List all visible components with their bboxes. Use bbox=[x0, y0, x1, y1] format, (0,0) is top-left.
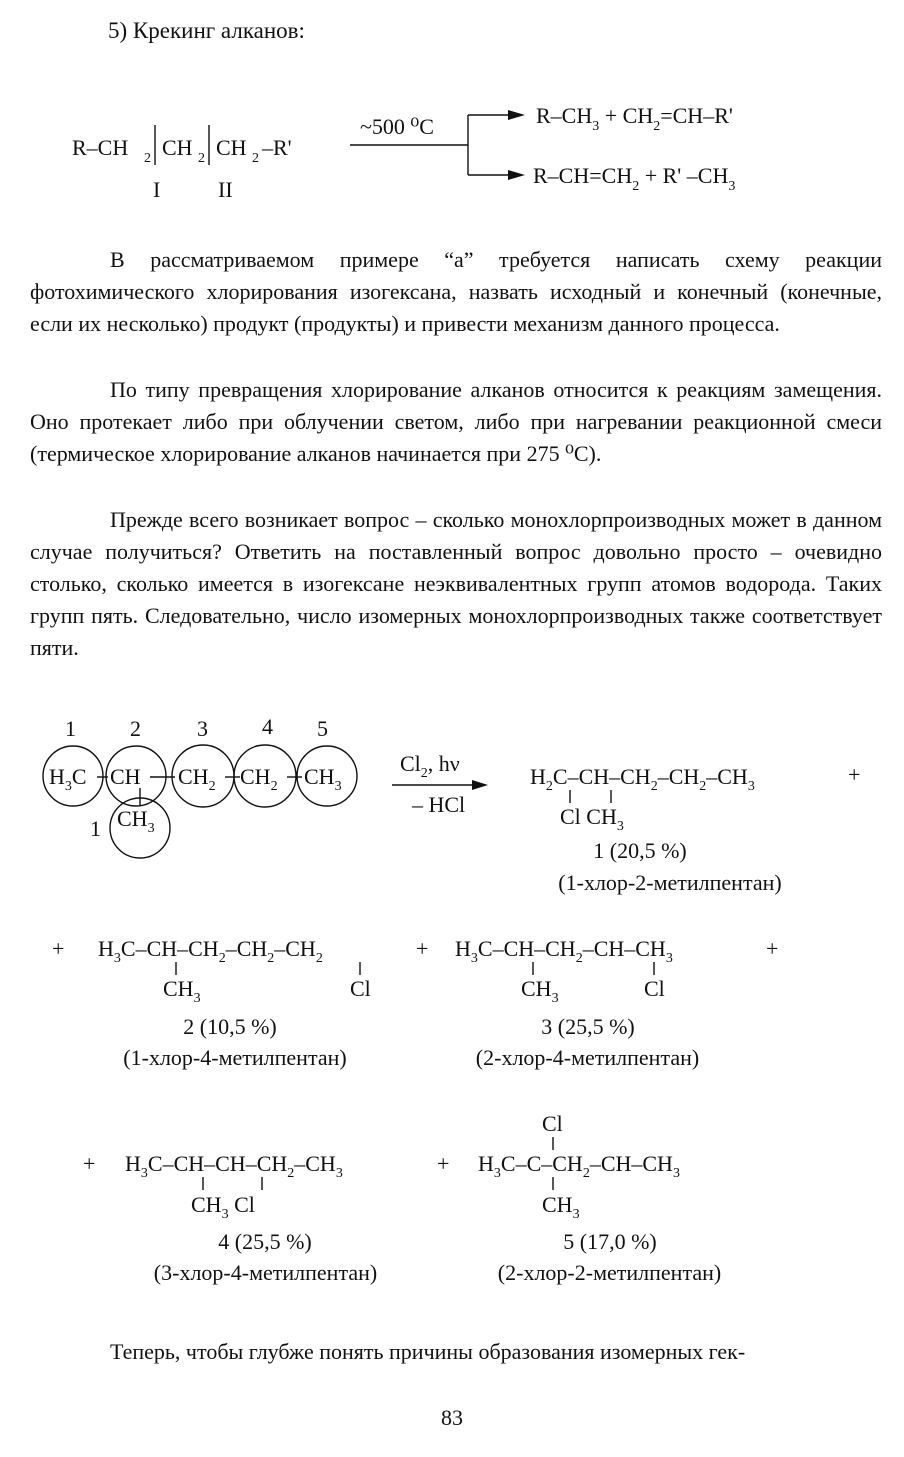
product-1-yield: 1 (20,5 %) bbox=[593, 838, 687, 863]
bond-label-II: II bbox=[218, 177, 233, 202]
svg-text:CH2: $CH_2$ bbox=[178, 764, 216, 794]
byproduct-label: – HCl bbox=[412, 792, 466, 817]
group-number-5: 5 bbox=[317, 716, 328, 741]
bond-label-I: I bbox=[153, 177, 161, 202]
plus-1: + bbox=[848, 762, 861, 787]
cracking-product-2: $R-CH=CH_2 + R'$ $-CH_3$ bbox=[533, 163, 736, 194]
cracking-condition: ~500 ⁰С bbox=[360, 114, 434, 139]
product-2-name: (1-хлор-4-метилпентан) bbox=[123, 1045, 347, 1070]
product-5-formula: $H_3C-C-CH_2-CH-CH_3$ bbox=[478, 1151, 680, 1181]
svg-text:CH3: $CH_3$ bbox=[542, 1192, 580, 1222]
svg-text:2: 2 bbox=[144, 151, 151, 166]
paragraph-2: По типу превращения хлорирование алканов относится к реакциям замещения. Оно протекает либо при облучении светом, либо при нагревании реакционной смеси (термическое хлорирование алканов начинается при 275 ⁰С). bbox=[30, 377, 882, 466]
plus-5: + bbox=[83, 1151, 96, 1176]
paragraph-1: В рассматриваемом примере “а” требуется написать схему реакции фотохимического хлорирования изогексана, назвать исходный и конечный (конечные, если их несколько) продукт (продукты) и привести механизм данного процесса. bbox=[30, 247, 882, 336]
svg-text:CH3: $CH_3$ bbox=[521, 976, 559, 1006]
product-1-formula: $H_2C-CH-CH_2-CH_2-CH_3$ bbox=[530, 764, 755, 794]
product-2-formula: $H_3C-CH-CH_2-CH_2-CH_2$ bbox=[98, 936, 323, 966]
product-3-name: (2-хлор-4-метилпентан) bbox=[475, 1045, 700, 1070]
svg-text:H3C: $H_3C$ bbox=[49, 764, 87, 794]
svg-text:2: 2 bbox=[252, 151, 259, 166]
plus-6: + bbox=[437, 1151, 450, 1176]
section-heading: 5) Крекинг алканов: bbox=[108, 18, 305, 43]
plus-3: + bbox=[416, 936, 429, 961]
product-4-yield: 4 (25,5 %) bbox=[218, 1229, 312, 1254]
cracking-reactant-part1: R–CH bbox=[72, 135, 129, 160]
product-3-yield: 3 (25,5 %) bbox=[541, 1014, 635, 1039]
svg-text:2: 2 bbox=[198, 151, 205, 166]
product-4-name: (3-хлор-4-метилпентан) bbox=[153, 1260, 378, 1285]
group-number-2: 2 bbox=[130, 716, 141, 741]
plus-4: + bbox=[766, 936, 779, 961]
group-number-1b: 1 bbox=[90, 816, 101, 841]
page-number: 83 bbox=[441, 1405, 463, 1430]
product-5-yield: 5 (17,0 %) bbox=[563, 1229, 657, 1254]
plus-2: + bbox=[52, 936, 65, 961]
svg-text:CH2: $CH_2$ bbox=[240, 764, 278, 794]
svg-text:Cl: Cl bbox=[542, 1111, 563, 1136]
svg-text:CH3 Cl: $CH_3$ Cl bbox=[191, 1192, 255, 1222]
svg-text:CH: CH bbox=[216, 135, 247, 160]
reagent-label: $Cl_2$, hν bbox=[400, 751, 460, 781]
product-2-yield: 2 (10,5 %) bbox=[183, 1014, 277, 1039]
svg-text:CH: CH bbox=[162, 135, 193, 160]
svg-text:CH: CH bbox=[110, 764, 141, 789]
product-4-formula: $H_3C-CH-CH-CH_2-CH_3$ bbox=[125, 1151, 343, 1181]
product-5-name: (2-хлор-2-метилпентан) bbox=[497, 1260, 722, 1285]
product-1-name: (1-хлор-2-метилпентан) bbox=[558, 870, 782, 895]
group-number-3: 3 bbox=[197, 716, 208, 741]
svg-text:CH3: $CH_3$ bbox=[304, 764, 342, 794]
svg-text:Cl CH3: Cl $CH_3$ bbox=[560, 804, 624, 834]
paragraph-4: Теперь, чтобы глубже понять причины образования изомерных гек- bbox=[110, 1339, 746, 1364]
product-3-formula: $H_3C-CH-CH_2-CH-CH_3$ bbox=[455, 936, 673, 966]
group-number-4: 4 bbox=[262, 714, 273, 739]
svg-text:Cl: Cl bbox=[644, 976, 665, 1001]
svg-text:–R': –R' bbox=[262, 135, 292, 160]
svg-text:CH3: $CH_3$ bbox=[117, 806, 155, 836]
cracking-product-1: $R-CH_3 + CH_2=CH-R'$ bbox=[536, 103, 733, 134]
paragraph-3: Прежде всего возникает вопрос – сколько монохлорпроизводных может в данном случае получиться? Ответить на поставленный вопрос довольно просто – очевидно столько, сколько имеется в изогексане неэквивалентных групп атомов водорода. Таких групп пять. Следовательно, число изомерных монохлорпроизводных также соответствует пяти. bbox=[30, 507, 882, 660]
group-number-1: 1 bbox=[65, 716, 76, 741]
svg-text:CH3: $CH_3$ bbox=[163, 976, 201, 1006]
svg-text:Cl: Cl bbox=[350, 976, 371, 1001]
